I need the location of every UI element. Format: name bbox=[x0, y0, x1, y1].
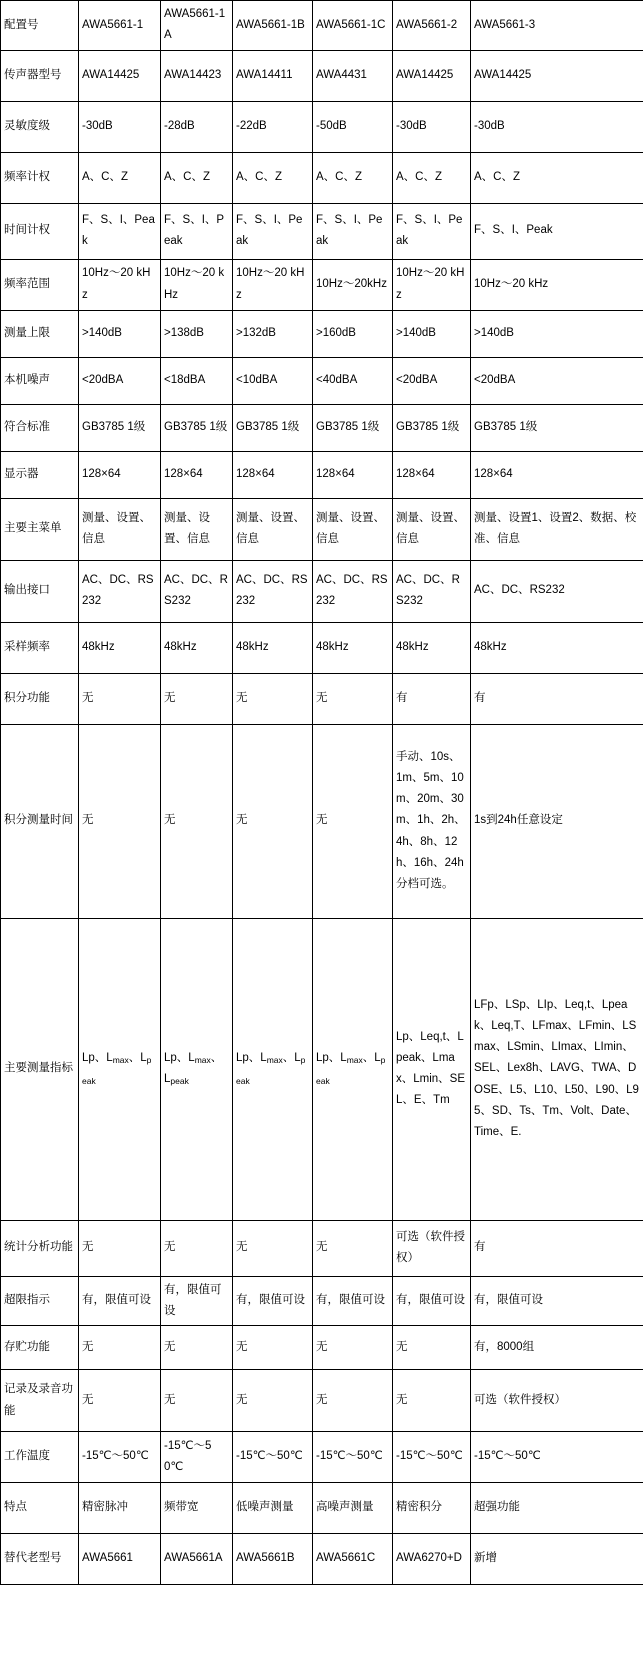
cell-over-limit-indication-col1: 有，限值可设 bbox=[79, 1276, 161, 1326]
cell-standard-compliance-col3: GB3785 1级 bbox=[233, 404, 313, 451]
row-header-statistical-analysis: 统计分析功能 bbox=[1, 1220, 79, 1276]
cell-main-measurement-indicators-col4: Lp、$L_{max}$、$L_{peak}$ bbox=[313, 918, 393, 1220]
row-header-sensitivity-level: 灵敏度级 bbox=[1, 101, 79, 152]
cell-integration-measuring-time-col6: 1s到24h任意设定 bbox=[471, 724, 643, 918]
row-header-record-and-audio-function: 记录及录音功能 bbox=[1, 1370, 79, 1432]
cell-config-number-col4: AWA5661-1C bbox=[313, 1, 393, 51]
cell-frequency-weighting-col5: A、C、Z bbox=[393, 152, 471, 203]
cell-storage-function-col5: 无 bbox=[393, 1326, 471, 1370]
cell-sampling-frequency-col4: 48kHz bbox=[313, 622, 393, 673]
cell-standard-compliance-col1: GB3785 1级 bbox=[79, 404, 161, 451]
cell-frequency-range-col2: 10Hz～20 kHz bbox=[161, 259, 233, 310]
cell-integration-function-col4: 无 bbox=[313, 673, 393, 724]
table-row bbox=[1, 310, 643, 357]
cell-features-col1: 精密脉冲 bbox=[79, 1483, 161, 1534]
cell-display-col3: 128×64 bbox=[233, 451, 313, 498]
cell-features-col5: 精密积分 bbox=[393, 1483, 471, 1534]
cell-sensitivity-level-col6: -30dB bbox=[471, 101, 643, 152]
cell-main-menu-col4: 测量、设置、信息 bbox=[313, 498, 393, 560]
table-row bbox=[1, 152, 643, 203]
cell-storage-function-col4: 无 bbox=[313, 1326, 393, 1370]
cell-integration-measuring-time-col1: 无 bbox=[79, 724, 161, 918]
row-header-time-weighting: 时间计权 bbox=[1, 203, 79, 259]
cell-operating-temperature-col1: -15℃～50℃ bbox=[79, 1432, 161, 1483]
cell-frequency-range-col3: 10Hz～20 kHz bbox=[233, 259, 313, 310]
cell-standard-compliance-col4: GB3785 1级 bbox=[313, 404, 393, 451]
cell-frequency-range-col4: 10Hz～20kHz bbox=[313, 259, 393, 310]
cell-statistical-analysis-col6: 有 bbox=[471, 1220, 643, 1276]
cell-config-number-col1: AWA5661-1 bbox=[79, 1, 161, 51]
cell-sampling-frequency-col1: 48kHz bbox=[79, 622, 161, 673]
cell-record-and-audio-function-col2: 无 bbox=[161, 1370, 233, 1432]
cell-upper-measuring-limit-col2: >138dB bbox=[161, 310, 233, 357]
cell-standard-compliance-col6: GB3785 1级 bbox=[471, 404, 643, 451]
cell-statistical-analysis-col1: 无 bbox=[79, 1220, 161, 1276]
cell-config-number-col2: AWA5661-1A bbox=[161, 1, 233, 51]
cell-over-limit-indication-col4: 有，限值可设 bbox=[313, 1276, 393, 1326]
cell-frequency-range-col1: 10Hz～20 kHz bbox=[79, 259, 161, 310]
cell-features-col6: 超强功能 bbox=[471, 1483, 643, 1534]
cell-display-col4: 128×64 bbox=[313, 451, 393, 498]
cell-main-menu-col2: 测量、设置、信息 bbox=[161, 498, 233, 560]
cell-self-generated-noise-col5: <20dBA bbox=[393, 357, 471, 404]
row-header-replaced-old-model: 替代老型号 bbox=[1, 1534, 79, 1585]
cell-sampling-frequency-col6: 48kHz bbox=[471, 622, 643, 673]
table-row bbox=[1, 451, 643, 498]
cell-storage-function-col1: 无 bbox=[79, 1326, 161, 1370]
cell-frequency-weighting-col3: A、C、Z bbox=[233, 152, 313, 203]
cell-self-generated-noise-col1: <20dBA bbox=[79, 357, 161, 404]
cell-main-measurement-indicators-col3: Lp、$L_{max}$、$L_{peak}$ bbox=[233, 918, 313, 1220]
cell-sensitivity-level-col1: -30dB bbox=[79, 101, 161, 152]
cell-frequency-weighting-col6: A、C、Z bbox=[471, 152, 643, 203]
row-header-standard-compliance: 符合标准 bbox=[1, 404, 79, 451]
cell-output-interface-col4: AC、DC、RS232 bbox=[313, 560, 393, 622]
row-header-output-interface: 输出接口 bbox=[1, 560, 79, 622]
row-header-self-generated-noise: 本机噪声 bbox=[1, 357, 79, 404]
cell-upper-measuring-limit-col4: >160dB bbox=[313, 310, 393, 357]
cell-standard-compliance-col5: GB3785 1级 bbox=[393, 404, 471, 451]
cell-storage-function-col6: 有，8000组 bbox=[471, 1326, 643, 1370]
cell-integration-measuring-time-col4: 无 bbox=[313, 724, 393, 918]
cell-integration-measuring-time-col3: 无 bbox=[233, 724, 313, 918]
cell-display-col5: 128×64 bbox=[393, 451, 471, 498]
cell-operating-temperature-col6: -15℃～50℃ bbox=[471, 1432, 643, 1483]
cell-time-weighting-col3: F、S、I、Peak bbox=[233, 203, 313, 259]
table-row bbox=[1, 203, 643, 259]
cell-upper-measuring-limit-col1: >140dB bbox=[79, 310, 161, 357]
cell-over-limit-indication-col6: 有，限值可设 bbox=[471, 1276, 643, 1326]
row-header-microphone-model: 传声器型号 bbox=[1, 50, 79, 101]
cell-upper-measuring-limit-col5: >140dB bbox=[393, 310, 471, 357]
cell-integration-function-col6: 有 bbox=[471, 673, 643, 724]
cell-storage-function-col3: 无 bbox=[233, 1326, 313, 1370]
row-header-display: 显示器 bbox=[1, 451, 79, 498]
cell-sampling-frequency-col2: 48kHz bbox=[161, 622, 233, 673]
row-header-upper-measuring-limit: 测量上限 bbox=[1, 310, 79, 357]
cell-microphone-model-col2: AWA14423 bbox=[161, 50, 233, 101]
cell-main-menu-col3: 测量、设置、信息 bbox=[233, 498, 313, 560]
row-header-sampling-frequency: 采样频率 bbox=[1, 622, 79, 673]
table-row bbox=[1, 1534, 643, 1585]
row-header-integration-function: 积分功能 bbox=[1, 673, 79, 724]
cell-storage-function-col2: 无 bbox=[161, 1326, 233, 1370]
cell-replaced-old-model-col1: AWA5661 bbox=[79, 1534, 161, 1585]
cell-integration-measuring-time-col2: 无 bbox=[161, 724, 233, 918]
cell-over-limit-indication-col2: 有，限值可设 bbox=[161, 1276, 233, 1326]
cell-self-generated-noise-col6: <20dBA bbox=[471, 357, 643, 404]
cell-frequency-range-col6: 10Hz～20 kHz bbox=[471, 259, 643, 310]
cell-self-generated-noise-col3: <10dBA bbox=[233, 357, 313, 404]
table-row bbox=[1, 1220, 643, 1276]
table-row bbox=[1, 724, 643, 918]
cell-statistical-analysis-col5: 可选（软件授权） bbox=[393, 1220, 471, 1276]
cell-frequency-weighting-col1: A、C、Z bbox=[79, 152, 161, 203]
cell-time-weighting-col6: F、S、I、Peak bbox=[471, 203, 643, 259]
cell-statistical-analysis-col2: 无 bbox=[161, 1220, 233, 1276]
cell-record-and-audio-function-col5: 无 bbox=[393, 1370, 471, 1432]
cell-integration-measuring-time-col5: 手动、10s、1m、5m、10m、20m、30m、1h、2h、4h、8h、12h、16h、24h分档可选。 bbox=[393, 724, 471, 918]
cell-operating-temperature-col4: -15℃～50℃ bbox=[313, 1432, 393, 1483]
cell-sensitivity-level-col5: -30dB bbox=[393, 101, 471, 152]
table-row bbox=[1, 1432, 643, 1483]
table-row bbox=[1, 357, 643, 404]
cell-main-measurement-indicators-col2: Lp、$L_{max}$、$L_{peak}$ bbox=[161, 918, 233, 1220]
cell-microphone-model-col1: AWA14425 bbox=[79, 50, 161, 101]
cell-config-number-col5: AWA5661-2 bbox=[393, 1, 471, 51]
cell-integration-function-col5: 有 bbox=[393, 673, 471, 724]
cell-record-and-audio-function-col3: 无 bbox=[233, 1370, 313, 1432]
cell-replaced-old-model-col6: 新增 bbox=[471, 1534, 643, 1585]
cell-operating-temperature-col5: -15℃～50℃ bbox=[393, 1432, 471, 1483]
cell-main-measurement-indicators-col6: LFp、LSp、LIp、Leq,t、Lpeak、Leq,T、LFmax、LFmin、LSmax、LSmin、LImax、LImin、SEL、Lex8h、LAVG、TWA、DOSE、L5、L10、L50、L90、L95、SD、Ts、Tm、Volt、Date、Time、E. bbox=[471, 918, 643, 1220]
cell-main-menu-col5: 测量、设置、信息 bbox=[393, 498, 471, 560]
row-header-operating-temperature: 工作温度 bbox=[1, 1432, 79, 1483]
cell-self-generated-noise-col4: <40dBA bbox=[313, 357, 393, 404]
cell-integration-function-col3: 无 bbox=[233, 673, 313, 724]
cell-display-col1: 128×64 bbox=[79, 451, 161, 498]
row-header-main-menu: 主要主菜单 bbox=[1, 498, 79, 560]
cell-main-menu-col1: 测量、设置、信息 bbox=[79, 498, 161, 560]
cell-microphone-model-col4: AWA4431 bbox=[313, 50, 393, 101]
cell-sensitivity-level-col2: -28dB bbox=[161, 101, 233, 152]
cell-config-number-col3: AWA5661-1B bbox=[233, 1, 313, 51]
cell-output-interface-col2: AC、DC、RS232 bbox=[161, 560, 233, 622]
table-row bbox=[1, 259, 643, 310]
cell-upper-measuring-limit-col3: >132dB bbox=[233, 310, 313, 357]
cell-upper-measuring-limit-col6: >140dB bbox=[471, 310, 643, 357]
cell-config-number-col6: AWA5661-3 bbox=[471, 1, 643, 51]
cell-statistical-analysis-col3: 无 bbox=[233, 1220, 313, 1276]
cell-over-limit-indication-col3: 有，限值可设 bbox=[233, 1276, 313, 1326]
table-row bbox=[1, 622, 643, 673]
table-row bbox=[1, 1276, 643, 1326]
cell-microphone-model-col3: AWA14411 bbox=[233, 50, 313, 101]
table-row bbox=[1, 1, 643, 51]
cell-main-measurement-indicators-col1: Lp、$L_{max}$、$L_{peak}$ bbox=[79, 918, 161, 1220]
row-header-over-limit-indication: 超限指示 bbox=[1, 1276, 79, 1326]
cell-display-col2: 128×64 bbox=[161, 451, 233, 498]
cell-integration-function-col1: 无 bbox=[79, 673, 161, 724]
cell-replaced-old-model-col2: AWA5661A bbox=[161, 1534, 233, 1585]
cell-frequency-range-col5: 10Hz～20 kHz bbox=[393, 259, 471, 310]
cell-features-col3: 低噪声测量 bbox=[233, 1483, 313, 1534]
row-header-config-number: 配置号 bbox=[1, 1, 79, 51]
cell-replaced-old-model-col3: AWA5661B bbox=[233, 1534, 313, 1585]
cell-integration-function-col2: 无 bbox=[161, 673, 233, 724]
cell-output-interface-col5: AC、DC、RS232 bbox=[393, 560, 471, 622]
cell-record-and-audio-function-col6: 可选（软件授权） bbox=[471, 1370, 643, 1432]
row-header-frequency-range: 频率范围 bbox=[1, 259, 79, 310]
cell-output-interface-col3: AC、DC、RS232 bbox=[233, 560, 313, 622]
cell-time-weighting-col1: F、S、I、Peak bbox=[79, 203, 161, 259]
table-row bbox=[1, 560, 643, 622]
cell-record-and-audio-function-col4: 无 bbox=[313, 1370, 393, 1432]
table-row bbox=[1, 918, 643, 1220]
cell-features-col4: 高噪声测量 bbox=[313, 1483, 393, 1534]
cell-over-limit-indication-col5: 有，限值可设 bbox=[393, 1276, 471, 1326]
row-header-storage-function: 存贮功能 bbox=[1, 1326, 79, 1370]
cell-operating-temperature-col2: -15℃～50℃ bbox=[161, 1432, 233, 1483]
table-row bbox=[1, 101, 643, 152]
cell-record-and-audio-function-col1: 无 bbox=[79, 1370, 161, 1432]
cell-display-col6: 128×64 bbox=[471, 451, 643, 498]
cell-output-interface-col6: AC、DC、RS232 bbox=[471, 560, 643, 622]
cell-sampling-frequency-col5: 48kHz bbox=[393, 622, 471, 673]
specification-table-body bbox=[1, 1, 643, 1585]
table-row bbox=[1, 1370, 643, 1432]
cell-replaced-old-model-col4: AWA5661C bbox=[313, 1534, 393, 1585]
cell-features-col2: 频带宽 bbox=[161, 1483, 233, 1534]
cell-statistical-analysis-col4: 无 bbox=[313, 1220, 393, 1276]
cell-replaced-old-model-col5: AWA6270+D bbox=[393, 1534, 471, 1585]
row-header-frequency-weighting: 频率计权 bbox=[1, 152, 79, 203]
cell-time-weighting-col5: F、S、I、Peak bbox=[393, 203, 471, 259]
table-row bbox=[1, 404, 643, 451]
cell-time-weighting-col2: F、S、I、Peak bbox=[161, 203, 233, 259]
cell-self-generated-noise-col2: <18dBA bbox=[161, 357, 233, 404]
cell-output-interface-col1: AC、DC、RS232 bbox=[79, 560, 161, 622]
cell-microphone-model-col6: AWA14425 bbox=[471, 50, 643, 101]
cell-frequency-weighting-col2: A、C、Z bbox=[161, 152, 233, 203]
cell-standard-compliance-col2: GB3785 1级 bbox=[161, 404, 233, 451]
row-header-integration-measuring-time: 积分测量时间 bbox=[1, 724, 79, 918]
table-row bbox=[1, 50, 643, 101]
row-header-main-measurement-indicators: 主要测量指标 bbox=[1, 918, 79, 1220]
cell-sensitivity-level-col4: -50dB bbox=[313, 101, 393, 152]
table-row bbox=[1, 1483, 643, 1534]
cell-main-menu-col6: 测量、设置1、设置2、数据、校准、信息 bbox=[471, 498, 643, 560]
row-header-features: 特点 bbox=[1, 1483, 79, 1534]
cell-time-weighting-col4: F、S、I、Peak bbox=[313, 203, 393, 259]
table-row bbox=[1, 498, 643, 560]
cell-frequency-weighting-col4: A、C、Z bbox=[313, 152, 393, 203]
cell-microphone-model-col5: AWA14425 bbox=[393, 50, 471, 101]
cell-main-measurement-indicators-col5: Lp、Leq,t、Lpeak、Lmax、Lmin、SEL、E、Tm bbox=[393, 918, 471, 1220]
cell-operating-temperature-col3: -15℃～50℃ bbox=[233, 1432, 313, 1483]
table-row bbox=[1, 673, 643, 724]
cell-sensitivity-level-col3: -22dB bbox=[233, 101, 313, 152]
cell-sampling-frequency-col3: 48kHz bbox=[233, 622, 313, 673]
table-row bbox=[1, 1326, 643, 1370]
